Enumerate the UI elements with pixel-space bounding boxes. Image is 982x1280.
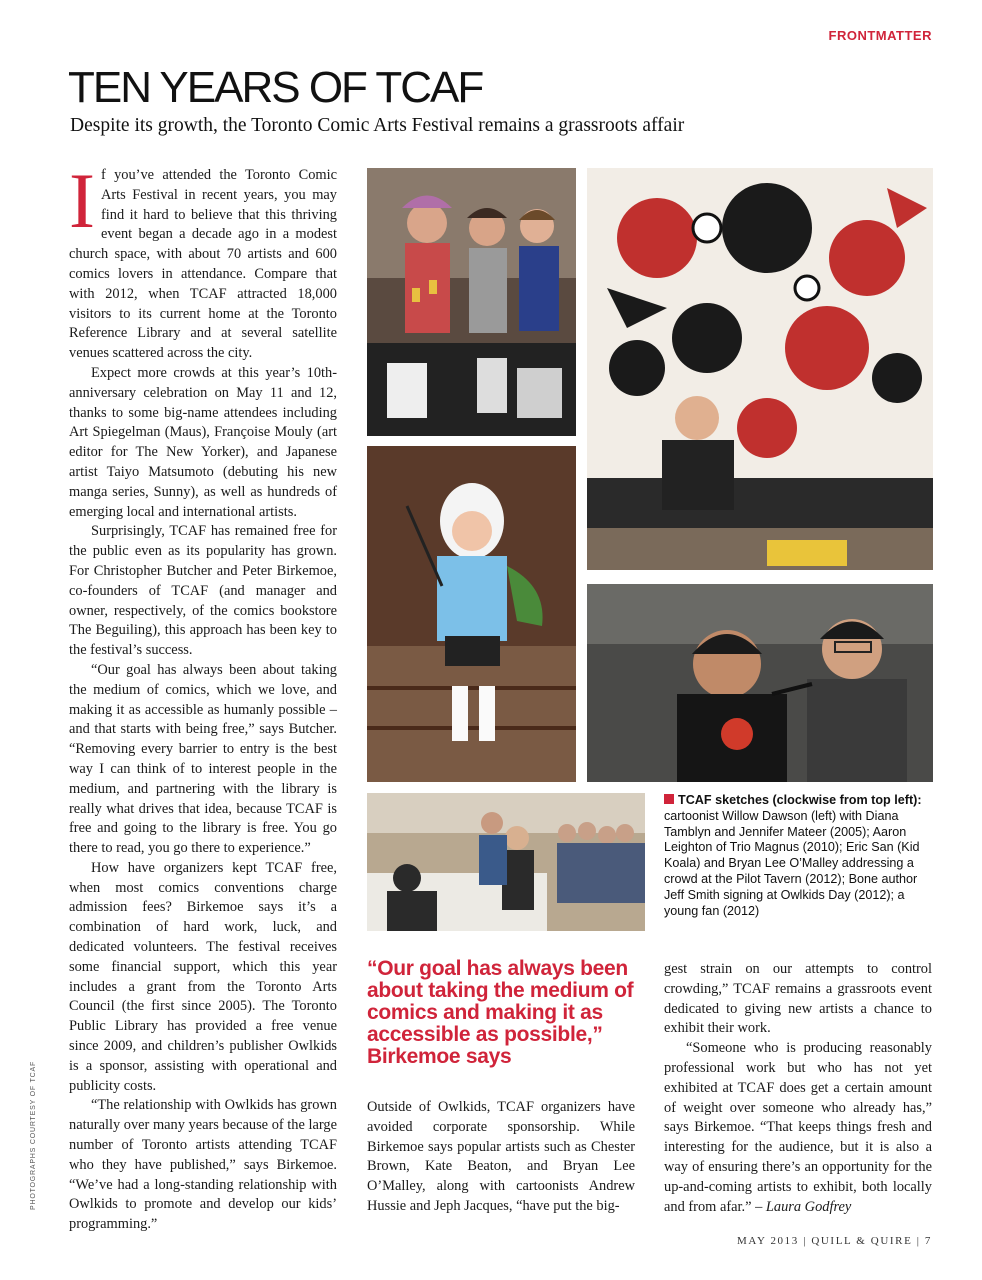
- paragraph: gest strain on our attempts to control crowding,” TCAF remains a grassroots event dedicated to giving new artists a chance to exhibit their work.: [664, 961, 932, 1037]
- caption-lead: TCAF sketches (clockwise from top left):: [678, 793, 922, 807]
- photo-willow-dawson-booth: [367, 168, 576, 436]
- photo-young-fan: [367, 446, 576, 782]
- caption-text: cartoonist Willow Dawson (left) with Diana Tamblyn and Jennifer Mateer (2005); Aaron Leighton of Trio Magnus (2010); Eric San (Kid Koala) and Bryan Lee O’Malley addressing a crowd at the Pilot Tavern (2012); Bone author Jeff Smith signing at Owlkids Day (2012); a young fan (2012): [664, 808, 920, 918]
- photo-caption: [664, 793, 936, 919]
- body-column-3: [664, 960, 932, 1217]
- body-column-1: [69, 157, 337, 1235]
- paragraph: If you’ve attended the Toronto Comic Arts Festival in recent years, you may find it hard to believe that this thriving event began a decade ago in a modest church space, with about 70 artists and 600 comics lovers in attendance. Compare that with 2012, when TCAF attracted 18,000 visitors to its current home at the Toronto Reference Library and at several satellite venues scattered across the city.: [69, 157, 337, 362]
- pull-quote: “Our goal has always been about taking the medium of comics and making it as accessible as possible,” Birkemoe says: [367, 957, 634, 1068]
- body-column-2: [367, 1098, 635, 1217]
- paragraph: How have organizers kept TCAF free, when most comics conventions charge admission fees? Birkemoe says it’s a combination of hard work, luck, and dedicated volunteers. The festival receives some financial support, which this year includes a grant from the Toronto Arts Council (the first since 2005). The Toronto Public Library has provided a free venue since 2009, and children’s publisher Owlkids is a sponsor, assisting with operational and publicity costs.: [69, 859, 337, 1094]
- drop-cap: I: [69, 157, 95, 244]
- author-signoff: Laura Godfrey: [765, 1198, 852, 1215]
- dek: Despite its growth, the Toronto Comic Arts Festival remains a grassroots affair: [70, 115, 685, 136]
- photo-credit: PHOTOGRAPHS COURTESY OF TCAF: [30, 1060, 37, 1210]
- paragraph: “Our goal has always been about taking the medium of comics, which we love, and making it as accessible as humanly possible – and that starts with being free,” says Butcher. “Removing every barrier to entry is the best way I can think of to interest people in the medium, and partnering with the library is really what drives that idea, because TCAF is free and going to the library is free. You go there to read, you go there to experience.”: [69, 661, 337, 857]
- paragraph: “Someone who is producing reasonably professional work but who has not yet exhibited at TCAF does get a certain amount of weight over someone who already has,” says Birkemoe. “That keeps things fresh and interesting for the audience, but it is also a way of ensuring there’s an opportunity for the up-and-coming artists to exhibit, both locally and from afar.” – Laura Godfrey: [664, 1040, 932, 1215]
- paragraph: Expect more crowds at this year’s 10th-anniversary celebration on May 11 and 12, thanks to some big-name attendees including Art Spiegelman (Maus), Françoise Mouly (art editor for The New Yorker), and Japanese artist Taiyo Matsumoto (debuting his new manga series, Sunny), as well as hundreds of emerging local and international artists.: [69, 364, 337, 520]
- paragraph: “The relationship with Owlkids has grown naturally over many years because of the large number of Toronto artists attending TCAF who they have published,” says Birkemoe. “We’ve had a long-standing relationship with Owlkids to promote and develop our kids’ programming.”: [69, 1097, 337, 1233]
- page-footer: MAY 2013 | QUILL & QUIRE | 7: [737, 1235, 932, 1247]
- headline: TEN YEARS OF TCAF: [68, 63, 483, 112]
- section-label: FRONTMATTER: [828, 28, 932, 43]
- paragraph: Outside of Owlkids, TCAF organizers have avoided corporate sponsorship. While Birkemoe says popular artists such as Chester Brown, Kate Beaton, and Bryan Lee O’Malley, along with cartoonists Andrew Hussie and Jeph Jacques, “have put the big-: [367, 1099, 635, 1214]
- photo-aaron-leighton-mural: [587, 168, 933, 570]
- photo-jeff-smith-signing: [367, 793, 645, 931]
- photo-eric-san-bryan-lee-omalley: [587, 584, 933, 782]
- paragraph: Surprisingly, TCAF has remained free for the public even as its popularity has grown. For Christopher Butcher and Peter Birkemoe, co-founders of TCAF (and manager and owner, respectively, of the comics bookstore The Beguiling), this approach has been key to the festival’s success.: [69, 523, 337, 659]
- caption-marker: [664, 794, 674, 804]
